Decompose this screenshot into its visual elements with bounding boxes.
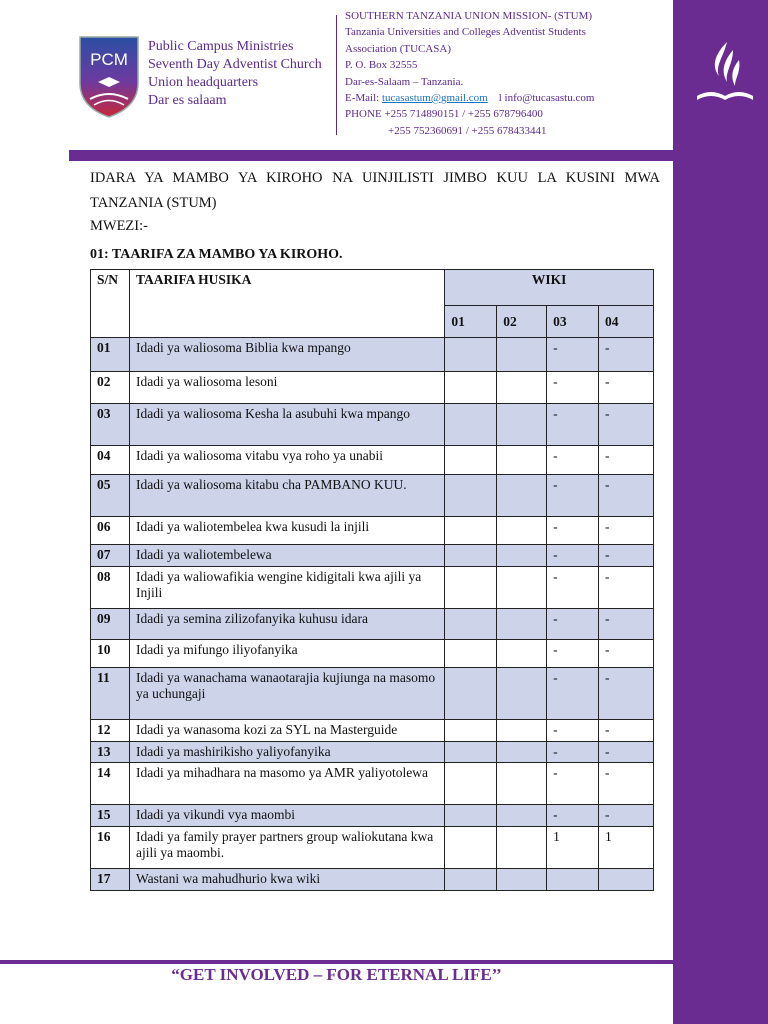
- row-week-4-cell[interactable]: -: [599, 805, 654, 827]
- row-week-4-cell[interactable]: -: [599, 372, 654, 404]
- row-sn: 10: [91, 640, 130, 668]
- email-link[interactable]: tucasastum@gmail.com: [381, 92, 488, 105]
- row-description: Idadi ya mihadhara na masomo ya AMR yaliyotolewa: [129, 763, 444, 805]
- row-week-4-cell[interactable]: 1: [599, 827, 654, 869]
- row-description: Idadi ya family prayer partners group waliokutana kwa ajili ya maombi.: [129, 827, 444, 869]
- row-week-2-cell[interactable]: [497, 338, 547, 372]
- table-row: [91, 404, 654, 446]
- row-week-2-cell[interactable]: [497, 640, 547, 668]
- pcm-logo: [76, 33, 142, 119]
- row-sn: 13: [91, 742, 130, 763]
- pcm-logo-text: PCM: [90, 50, 128, 69]
- row-sn: 04: [91, 446, 130, 475]
- row-week-2-cell[interactable]: [497, 742, 547, 763]
- phone-line-2: +255 752360691 / +255 678433441: [388, 124, 547, 137]
- table-row: [91, 567, 654, 609]
- row-week-2-cell[interactable]: [497, 567, 547, 609]
- mission-name: SOUTHERN TANZANIA UNION MISSION- (STUM): [345, 10, 593, 22]
- row-week-3-cell[interactable]: -: [547, 742, 599, 763]
- email-label: E-Mail:: [345, 92, 382, 105]
- row-week-3-cell[interactable]: 1: [547, 827, 599, 869]
- header-week-04: 04: [599, 306, 654, 338]
- row-week-1-cell[interactable]: [445, 475, 497, 517]
- row-sn: 16: [91, 827, 130, 869]
- row-week-3-cell[interactable]: -: [547, 475, 599, 517]
- row-week-2-cell[interactable]: [497, 805, 547, 827]
- ministry-line: Union headquarters: [148, 75, 259, 90]
- row-week-4-cell[interactable]: -: [599, 668, 654, 720]
- row-week-3-cell[interactable]: -: [547, 517, 599, 545]
- row-week-3-cell[interactable]: -: [547, 372, 599, 404]
- header-divider-bar: [69, 150, 673, 161]
- po-box: P. O. Box 32555: [345, 59, 418, 72]
- row-week-3-cell[interactable]: -: [547, 446, 599, 475]
- row-sn: 01: [91, 338, 130, 372]
- row-week-4-cell[interactable]: -: [599, 567, 654, 609]
- adventist-flame-bible-icon: [693, 38, 757, 112]
- row-week-3-cell[interactable]: -: [547, 640, 599, 668]
- row-week-2-cell[interactable]: [497, 763, 547, 805]
- row-week-2-cell[interactable]: [497, 372, 547, 404]
- table-row: [91, 338, 654, 372]
- row-week-3-cell[interactable]: [547, 869, 599, 891]
- row-week-4-cell[interactable]: -: [599, 640, 654, 668]
- row-description: Idadi ya vikundi vya maombi: [129, 805, 444, 827]
- row-week-1-cell[interactable]: [445, 720, 497, 742]
- table-row: [91, 446, 654, 475]
- row-week-3-cell[interactable]: -: [547, 338, 599, 372]
- table-row: [91, 827, 654, 869]
- header-sn: S/N: [91, 270, 130, 338]
- row-description: Idadi ya waliosoma lesoni: [129, 372, 444, 404]
- footer-divider: [0, 960, 673, 964]
- row-description: Idadi ya waliosoma vitabu vya roho ya unabii: [129, 446, 444, 475]
- row-week-4-cell[interactable]: -: [599, 338, 654, 372]
- table-row: [91, 720, 654, 742]
- row-description: Idadi ya mifungo iliyofanyika: [129, 640, 444, 668]
- row-week-1-cell[interactable]: [445, 446, 497, 475]
- row-week-4-cell[interactable]: -: [599, 545, 654, 567]
- row-sn: 05: [91, 475, 130, 517]
- row-sn: 17: [91, 869, 130, 891]
- row-week-2-cell[interactable]: [497, 475, 547, 517]
- row-sn: 14: [91, 763, 130, 805]
- row-week-2-cell[interactable]: [497, 668, 547, 720]
- row-sn: 09: [91, 609, 130, 640]
- header-wiki: WIKI: [445, 270, 654, 306]
- row-description: Idadi ya waliosoma Biblia kwa mpango: [129, 338, 444, 372]
- row-week-4-cell[interactable]: -: [599, 404, 654, 446]
- purple-sidebar: [673, 0, 768, 1024]
- table-row: [91, 742, 654, 763]
- table-row: [91, 805, 654, 827]
- email-secondary: l info@tucasastu.com: [498, 92, 595, 105]
- row-week-3-cell[interactable]: -: [547, 404, 599, 446]
- row-week-4-cell[interactable]: [599, 869, 654, 891]
- row-week-2-cell[interactable]: [497, 545, 547, 567]
- phone-line: PHONE +255 714890151 / +255 678796400: [345, 108, 543, 121]
- row-week-4-cell[interactable]: -: [599, 763, 654, 805]
- table-row: [91, 517, 654, 545]
- table-row: [91, 869, 654, 891]
- ministry-line: Seventh Day Adventist Church: [148, 57, 322, 72]
- row-description: Idadi ya semina zilizofanyika kuhusu idara: [129, 609, 444, 640]
- contact-block: [345, 8, 594, 139]
- row-week-2-cell[interactable]: [497, 869, 547, 891]
- row-week-3-cell[interactable]: -: [547, 545, 599, 567]
- row-sn: 07: [91, 545, 130, 567]
- row-sn: 03: [91, 404, 130, 446]
- table-row: [91, 668, 654, 720]
- row-description: Idadi ya wanasoma kozi za SYL na Masterguide: [129, 720, 444, 742]
- row-week-1-cell[interactable]: [445, 668, 497, 720]
- row-week-1-cell[interactable]: [445, 338, 497, 372]
- header-vertical-divider: [336, 15, 337, 135]
- row-week-3-cell[interactable]: -: [547, 668, 599, 720]
- association-line: Tanzania Universities and Colleges Adventist Students: [345, 26, 586, 39]
- row-week-1-cell[interactable]: [445, 609, 497, 640]
- row-week-1-cell[interactable]: [445, 545, 497, 567]
- row-week-4-cell[interactable]: -: [599, 742, 654, 763]
- row-description: Idadi ya waliowafikia wengine kidigitali kwa ajili ya Injili: [129, 567, 444, 609]
- email-line: [345, 90, 594, 106]
- row-week-3-cell[interactable]: -: [547, 567, 599, 609]
- header-week-03: 03: [547, 306, 599, 338]
- row-week-1-cell[interactable]: [445, 742, 497, 763]
- ministry-line: Dar es salaam: [148, 93, 227, 108]
- row-sn: 02: [91, 372, 130, 404]
- row-description: Idadi ya mashirikisho yaliyofanyika: [129, 742, 444, 763]
- row-week-4-cell[interactable]: -: [599, 720, 654, 742]
- row-week-2-cell[interactable]: [497, 404, 547, 446]
- document-heading-cont: TANZANIA (STUM): [90, 195, 217, 211]
- row-sn: 11: [91, 668, 130, 720]
- row-week-1-cell[interactable]: [445, 805, 497, 827]
- footer-slogan: “GET INVOLVED – FOR ETERNAL LIFE’’: [171, 965, 502, 984]
- row-week-4-cell[interactable]: -: [599, 446, 654, 475]
- table-row: [91, 763, 654, 805]
- row-description: Idadi ya waliosoma Kesha la asubuhi kwa mpango: [129, 404, 444, 446]
- row-week-1-cell[interactable]: [445, 517, 497, 545]
- row-sn: 08: [91, 567, 130, 609]
- table-row: [91, 372, 654, 404]
- report-table-body: [91, 338, 654, 891]
- row-week-3-cell[interactable]: -: [547, 720, 599, 742]
- row-week-1-cell[interactable]: [445, 372, 497, 404]
- header-week-02: 02: [497, 306, 547, 338]
- row-sn: 12: [91, 720, 130, 742]
- row-description: Idadi ya waliosoma kitabu cha PAMBANO KUU.: [129, 475, 444, 517]
- report-table: [90, 269, 654, 891]
- row-week-2-cell[interactable]: [497, 827, 547, 869]
- row-week-4-cell[interactable]: -: [599, 475, 654, 517]
- row-description: Idadi ya waliotembelewa: [129, 545, 444, 567]
- row-week-1-cell[interactable]: [445, 567, 497, 609]
- ministry-line: Public Campus Ministries: [148, 39, 294, 54]
- row-sn: 06: [91, 517, 130, 545]
- row-week-3-cell[interactable]: -: [547, 805, 599, 827]
- row-week-3-cell[interactable]: -: [547, 763, 599, 805]
- section-title: 01: TAARIFA ZA MAMBO YA KIROHO.: [90, 247, 343, 262]
- row-week-2-cell[interactable]: [497, 446, 547, 475]
- row-week-1-cell[interactable]: [445, 640, 497, 668]
- row-description: Wastani wa mahudhurio kwa wiki: [129, 869, 444, 891]
- table-row: [91, 475, 654, 517]
- row-week-1-cell[interactable]: [445, 404, 497, 446]
- row-week-4-cell[interactable]: -: [599, 609, 654, 640]
- ministry-name-block: [148, 38, 322, 110]
- row-week-4-cell[interactable]: -: [599, 517, 654, 545]
- row-week-1-cell[interactable]: [445, 763, 497, 805]
- row-week-1-cell[interactable]: [445, 869, 497, 891]
- row-week-2-cell[interactable]: [497, 720, 547, 742]
- row-week-2-cell[interactable]: [497, 517, 547, 545]
- header-taarifa: TAARIFA HUSIKA: [129, 270, 444, 338]
- month-field-label: MWEZI:-: [90, 218, 148, 234]
- city-line: Dar-es-Salaam – Tanzania.: [345, 75, 464, 88]
- row-description: Idadi ya waliotembelea kwa kusudi la injili: [129, 517, 444, 545]
- row-sn: 15: [91, 805, 130, 827]
- row-week-2-cell[interactable]: [497, 609, 547, 640]
- association-line: Association (TUCASA): [345, 42, 452, 55]
- header-week-01: 01: [445, 306, 497, 338]
- table-row: [91, 609, 654, 640]
- row-week-1-cell[interactable]: [445, 827, 497, 869]
- table-row: [91, 640, 654, 668]
- table-row: [91, 545, 654, 567]
- row-week-3-cell[interactable]: -: [547, 609, 599, 640]
- document-heading: IDARA YA MAMBO YA KIROHO NA UINJILISTI JIMBO KUU LA KUSINI MWA: [90, 170, 660, 186]
- row-description: Idadi ya wanachama wanaotarajia kujiunga na masomo ya uchungaji: [129, 668, 444, 720]
